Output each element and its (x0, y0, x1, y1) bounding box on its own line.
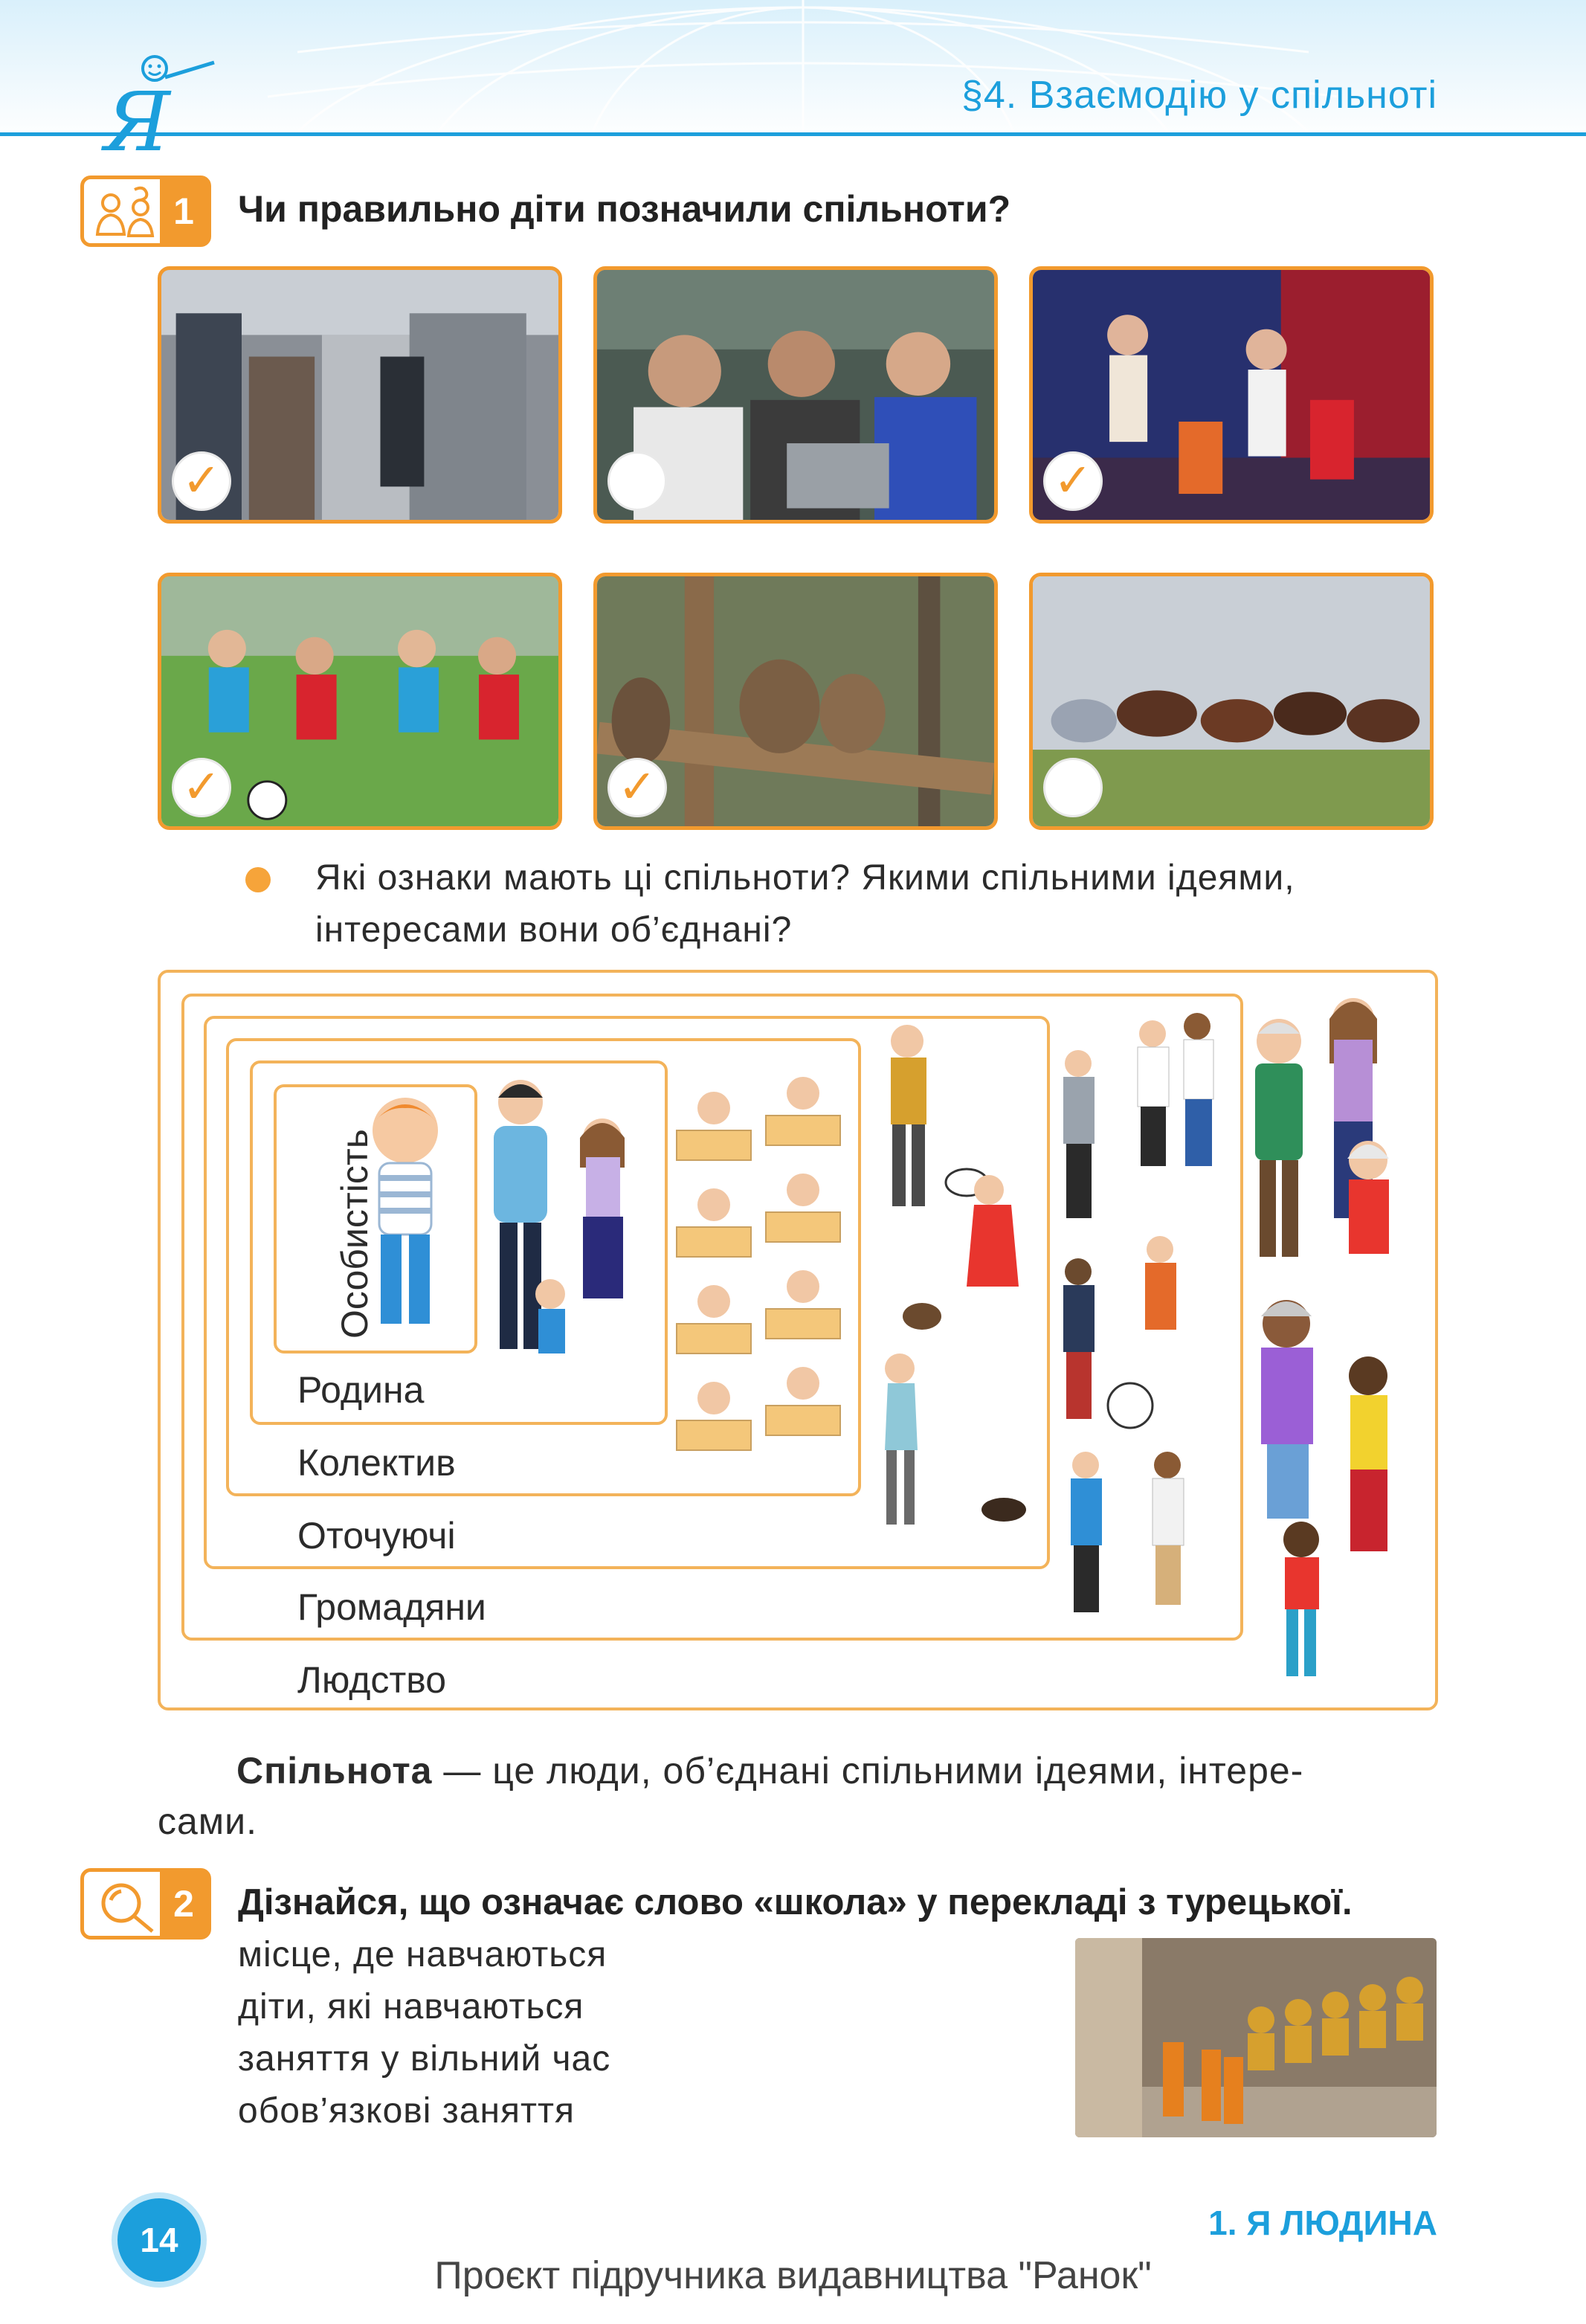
task-2-option-1[interactable]: місце, де навчаються (238, 1935, 607, 1974)
section-title: §4. Взаємодію у спільноті (961, 74, 1437, 117)
boy-illustration (349, 1086, 461, 1346)
label-surroundings: Оточуючі (297, 1515, 456, 1557)
label-citizens: Громадяни (297, 1586, 486, 1628)
neighbors-with-dogs-illustration (855, 1019, 1041, 1554)
definition-term: Спільнота (236, 1750, 433, 1792)
photo-people-at-laptops (593, 266, 998, 524)
task-1-number: 1 (160, 179, 207, 243)
photo-6-empty-circle[interactable] (1043, 758, 1103, 817)
definition-line-1 (236, 1745, 1441, 1797)
magnifier-icon (91, 1878, 166, 1934)
task-2-title: Дізнайся, що означає слово «школа» у перекладі з турецької. (238, 1882, 1353, 1922)
citizens-crowd-illustration (1048, 1004, 1234, 1629)
label-humanity: Людство (297, 1659, 447, 1701)
label-family: Родина (297, 1369, 425, 1411)
task-1-title: Чи правильно діти позначили спільноти? (238, 188, 1011, 230)
task-2-badge (80, 1868, 211, 1940)
label-personality: Особистість (334, 1129, 375, 1339)
task-1-badge (80, 176, 211, 247)
task-2-option-2[interactable]: діти, які навчаються (238, 1987, 584, 2027)
photo-children-playing-football (158, 573, 562, 830)
publisher-credit: Проєкт підручника видавництва "Ранок" (434, 2254, 1152, 2297)
photo-monkeys-on-fence (593, 573, 998, 830)
task-2-option-4[interactable]: обов’язкові заняття (238, 2091, 575, 2131)
photo-3-checkmark[interactable]: ✓ (1043, 451, 1103, 511)
label-collective: Колектив (297, 1442, 456, 1484)
globe-lines-decoration (0, 0, 1586, 141)
photo-4-checkmark[interactable]: ✓ (172, 758, 231, 817)
task-2-number: 2 (160, 1872, 207, 1936)
photo-subway-passengers (158, 266, 562, 524)
photo-children-on-stage (1029, 266, 1434, 524)
chapter-title: 1. Я ЛЮДИНА (1208, 2204, 1437, 2242)
photo-1-checkmark[interactable]: ✓ (172, 451, 231, 511)
logo-letter: Я (104, 74, 170, 170)
logo (104, 52, 223, 170)
photo-2-empty-circle[interactable] (607, 451, 667, 511)
family-parents-illustration (476, 1071, 662, 1398)
photo-5-checkmark[interactable]: ✓ (607, 758, 667, 817)
question-bullet (245, 867, 271, 892)
pair-work-icon (91, 185, 166, 242)
classroom-illustration (669, 1056, 848, 1472)
page-number: 14 (112, 2192, 207, 2288)
definition-text: — це люди, об’єднані спільними ідеями, інтере- (432, 1750, 1304, 1792)
header-background (0, 0, 1586, 141)
photo-monks-in-temple (1075, 1938, 1437, 2137)
task-2-option-3[interactable]: заняття у вільний час (238, 2039, 611, 2079)
humanity-people-illustration (1242, 974, 1428, 1703)
task-1-question: Які ознаки мають ці спільноти? Якими спільними ідеями, інтересами вони об’єднані? (315, 858, 1295, 950)
definition-line-2: сами. (158, 1800, 258, 1842)
photo-herd-of-horses (1029, 573, 1434, 830)
header-rule (0, 132, 1586, 136)
